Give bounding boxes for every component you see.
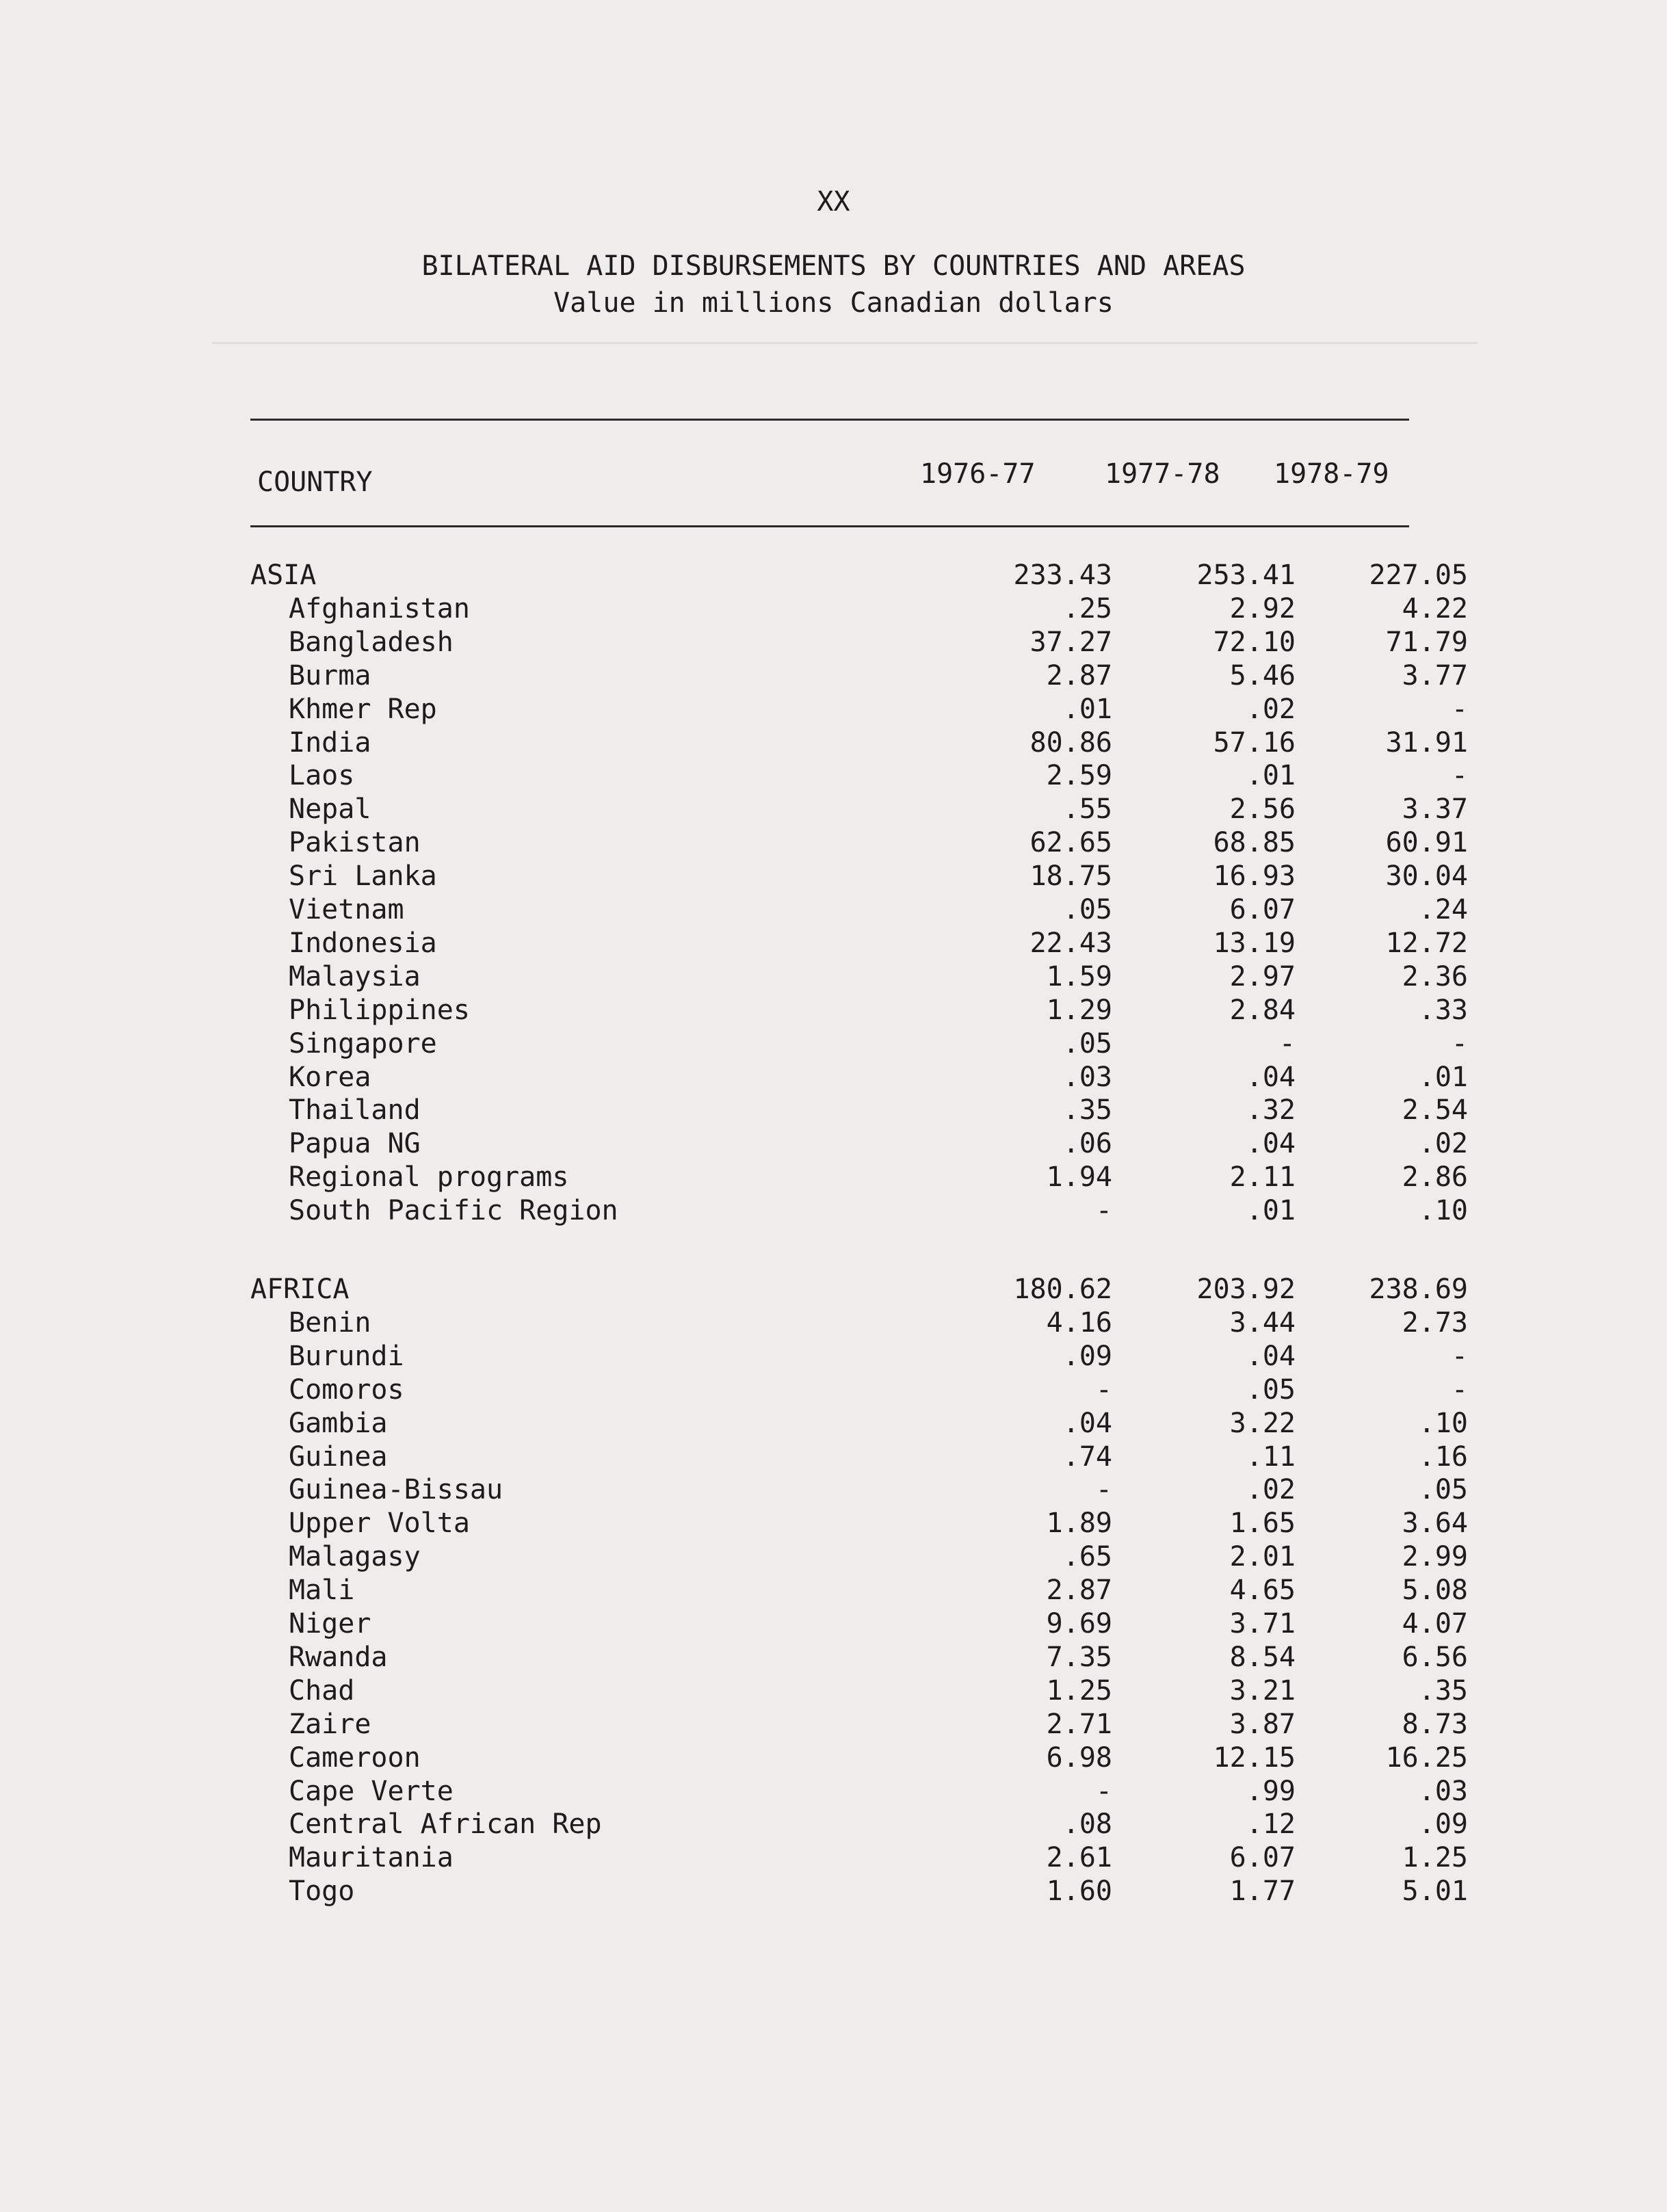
country-name: South Pacific Region bbox=[289, 1195, 618, 1226]
table-row bbox=[250, 1307, 1468, 1340]
value-cell: .06 bbox=[1062, 1128, 1112, 1159]
value-cell: .35 bbox=[1062, 1094, 1112, 1126]
table-row bbox=[250, 1541, 1468, 1574]
country-name: Zaire bbox=[289, 1709, 371, 1740]
value-cell: 30.04 bbox=[1385, 860, 1468, 892]
table-row bbox=[250, 1441, 1468, 1474]
column-header-1978-79: 1978-79 bbox=[1274, 458, 1389, 490]
value-cell: 1.29 bbox=[1046, 995, 1112, 1026]
value-cell: .03 bbox=[1418, 1776, 1468, 1807]
value-cell: 227.05 bbox=[1369, 559, 1468, 591]
page-number: XX bbox=[817, 186, 850, 218]
bleed-through-line bbox=[212, 342, 1478, 344]
value-cell: .32 bbox=[1246, 1094, 1296, 1126]
table-row bbox=[250, 1842, 1468, 1875]
country-name: Chad bbox=[289, 1675, 355, 1707]
page-subtitle: Value in millions Canadian dollars bbox=[553, 287, 1114, 319]
value-cell: .01 bbox=[1062, 694, 1112, 725]
page-title: BILATERAL AID DISBURSEMENTS BY COUNTRIES AND AREAS bbox=[421, 250, 1246, 282]
value-cell: 12.72 bbox=[1385, 927, 1468, 959]
value-cell: - bbox=[1451, 694, 1468, 725]
country-name: Afghanistan bbox=[289, 593, 470, 624]
table-row bbox=[250, 1028, 1468, 1061]
value-cell: 8.73 bbox=[1402, 1709, 1468, 1740]
country-name: Niger bbox=[289, 1608, 371, 1640]
table-row bbox=[250, 1808, 1468, 1841]
country-name: Indonesia bbox=[289, 927, 437, 959]
value-cell: 180.62 bbox=[1013, 1274, 1112, 1305]
value-cell: 71.79 bbox=[1385, 627, 1468, 658]
country-name: Malaysia bbox=[289, 961, 421, 992]
value-cell: .09 bbox=[1062, 1341, 1112, 1372]
value-cell: 3.21 bbox=[1229, 1675, 1296, 1707]
value-cell: .04 bbox=[1246, 1341, 1296, 1372]
country-name: Gambia bbox=[289, 1408, 388, 1439]
table-row bbox=[250, 1195, 1468, 1228]
table-row bbox=[250, 593, 1468, 626]
value-cell: 5.08 bbox=[1402, 1575, 1468, 1606]
value-cell: 3.44 bbox=[1229, 1307, 1296, 1339]
value-cell: 9.69 bbox=[1046, 1608, 1112, 1640]
country-name: Burundi bbox=[289, 1341, 404, 1372]
country-name: Singapore bbox=[289, 1028, 437, 1059]
table-row bbox=[250, 1374, 1468, 1407]
table-row bbox=[250, 627, 1468, 659]
column-header-1977-78: 1977-78 bbox=[1105, 458, 1220, 490]
country-name: Guinea bbox=[289, 1441, 388, 1473]
value-cell: - bbox=[1095, 1776, 1112, 1807]
table-row bbox=[250, 1776, 1468, 1808]
value-cell: 2.86 bbox=[1402, 1161, 1468, 1193]
value-cell: 2.36 bbox=[1402, 961, 1468, 992]
value-cell: 1.25 bbox=[1402, 1842, 1468, 1873]
value-cell: 2.92 bbox=[1229, 593, 1296, 624]
value-cell: 5.46 bbox=[1229, 660, 1296, 692]
value-cell: 2.61 bbox=[1046, 1842, 1112, 1873]
value-cell: .10 bbox=[1418, 1408, 1468, 1439]
value-cell: .10 bbox=[1418, 1195, 1468, 1226]
region-row bbox=[250, 1274, 1468, 1306]
country-name: Mali bbox=[289, 1575, 355, 1606]
value-cell: .05 bbox=[1418, 1474, 1468, 1505]
country-name: Thailand bbox=[289, 1094, 421, 1126]
value-cell: - bbox=[1095, 1474, 1112, 1505]
country-name: Regional programs bbox=[289, 1161, 569, 1193]
value-cell: 16.93 bbox=[1213, 860, 1296, 892]
value-cell: .24 bbox=[1418, 894, 1468, 925]
table-row bbox=[250, 1507, 1468, 1540]
country-name: Korea bbox=[289, 1062, 371, 1093]
table-row bbox=[250, 1128, 1468, 1161]
value-cell: 3.22 bbox=[1229, 1408, 1296, 1439]
value-cell: .05 bbox=[1062, 1028, 1112, 1059]
value-cell: .01 bbox=[1246, 760, 1296, 791]
value-cell: .35 bbox=[1418, 1675, 1468, 1707]
country-name: Cape Verte bbox=[289, 1776, 454, 1807]
value-cell: .65 bbox=[1062, 1541, 1112, 1572]
country-name: Benin bbox=[289, 1307, 371, 1339]
table-row bbox=[250, 1875, 1468, 1908]
value-cell: .04 bbox=[1246, 1128, 1296, 1159]
value-cell: 3.87 bbox=[1229, 1709, 1296, 1740]
column-header-1976-77: 1976-77 bbox=[920, 458, 1036, 490]
country-name: Papua NG bbox=[289, 1128, 421, 1159]
table-row bbox=[250, 793, 1468, 826]
value-cell: 22.43 bbox=[1029, 927, 1112, 959]
value-cell: 1.94 bbox=[1046, 1161, 1112, 1193]
value-cell: 2.99 bbox=[1402, 1541, 1468, 1572]
table-row bbox=[250, 1161, 1468, 1194]
table-row bbox=[250, 1675, 1468, 1708]
table-row bbox=[250, 1474, 1468, 1507]
country-name: Pakistan bbox=[289, 827, 421, 858]
table-row bbox=[250, 927, 1468, 960]
value-cell: 238.69 bbox=[1369, 1274, 1468, 1305]
value-cell: 2.59 bbox=[1046, 760, 1112, 791]
value-cell: .04 bbox=[1246, 1062, 1296, 1093]
table-row bbox=[250, 1062, 1468, 1094]
country-name: Togo bbox=[289, 1875, 355, 1907]
value-cell: - bbox=[1451, 1341, 1468, 1372]
value-cell: .02 bbox=[1418, 1128, 1468, 1159]
value-cell: 72.10 bbox=[1213, 627, 1296, 658]
region-row bbox=[250, 559, 1468, 592]
value-cell: .01 bbox=[1418, 1062, 1468, 1093]
value-cell: 2.56 bbox=[1229, 793, 1296, 825]
value-cell: 4.22 bbox=[1402, 593, 1468, 624]
country-name: Sri Lanka bbox=[289, 860, 437, 892]
table-header-rule bbox=[250, 525, 1409, 527]
value-cell: 2.01 bbox=[1229, 1541, 1296, 1572]
value-cell: .55 bbox=[1062, 793, 1112, 825]
country-name: Mauritania bbox=[289, 1842, 454, 1873]
region-name: AFRICA bbox=[250, 1274, 350, 1305]
value-cell: 31.91 bbox=[1385, 727, 1468, 759]
value-cell: 5.01 bbox=[1402, 1875, 1468, 1907]
value-cell: 203.92 bbox=[1196, 1274, 1296, 1305]
table-row bbox=[250, 1608, 1468, 1641]
value-cell: 68.85 bbox=[1213, 827, 1296, 858]
table-row bbox=[250, 1742, 1468, 1775]
value-cell: 57.16 bbox=[1213, 727, 1296, 759]
value-cell: 1.60 bbox=[1046, 1875, 1112, 1907]
value-cell: 16.25 bbox=[1385, 1742, 1468, 1774]
value-cell: - bbox=[1095, 1374, 1112, 1406]
value-cell: 2.71 bbox=[1046, 1709, 1112, 1740]
value-cell: 7.35 bbox=[1046, 1642, 1112, 1673]
region-name: ASIA bbox=[250, 559, 317, 591]
table-row bbox=[250, 1094, 1468, 1127]
value-cell: 3.64 bbox=[1402, 1507, 1468, 1539]
value-cell: 80.86 bbox=[1029, 727, 1112, 759]
table-row bbox=[250, 660, 1468, 693]
value-cell: 2.11 bbox=[1229, 1161, 1296, 1193]
value-cell: - bbox=[1451, 760, 1468, 791]
value-cell: 233.43 bbox=[1013, 559, 1112, 591]
country-name: Khmer Rep bbox=[289, 694, 437, 725]
value-cell: 1.59 bbox=[1046, 961, 1112, 992]
value-cell: .99 bbox=[1246, 1776, 1296, 1807]
country-name: Guinea-Bissau bbox=[289, 1474, 503, 1505]
table-row bbox=[250, 1642, 1468, 1674]
table-row bbox=[250, 894, 1468, 927]
value-cell: 8.54 bbox=[1229, 1642, 1296, 1673]
country-name: Central African Rep bbox=[289, 1808, 602, 1840]
value-cell: 3.37 bbox=[1402, 793, 1468, 825]
value-cell: 2.73 bbox=[1402, 1307, 1468, 1339]
value-cell: .16 bbox=[1418, 1441, 1468, 1473]
value-cell: .02 bbox=[1246, 694, 1296, 725]
table-row bbox=[250, 727, 1468, 760]
table-row bbox=[250, 1709, 1468, 1741]
country-name: Malagasy bbox=[289, 1541, 421, 1572]
country-name: Vietnam bbox=[289, 894, 404, 925]
value-cell: 253.41 bbox=[1196, 559, 1296, 591]
value-cell: .04 bbox=[1062, 1408, 1112, 1439]
value-cell: - bbox=[1451, 1374, 1468, 1406]
value-cell: 12.15 bbox=[1213, 1742, 1296, 1774]
value-cell: .11 bbox=[1246, 1441, 1296, 1473]
table-row bbox=[250, 1341, 1468, 1373]
country-name: Nepal bbox=[289, 793, 371, 825]
table-row bbox=[250, 860, 1468, 893]
value-cell: .05 bbox=[1246, 1374, 1296, 1406]
country-name: Rwanda bbox=[289, 1642, 388, 1673]
country-name: India bbox=[289, 727, 371, 759]
value-cell: 4.65 bbox=[1229, 1575, 1296, 1606]
table-row bbox=[250, 694, 1468, 726]
value-cell: - bbox=[1095, 1195, 1112, 1226]
value-cell: - bbox=[1278, 1028, 1296, 1059]
table-row bbox=[250, 995, 1468, 1027]
country-name: Burma bbox=[289, 660, 371, 692]
value-cell: 4.16 bbox=[1046, 1307, 1112, 1339]
value-cell: 6.98 bbox=[1046, 1742, 1112, 1774]
value-cell: 2.84 bbox=[1229, 995, 1296, 1026]
value-cell: 2.97 bbox=[1229, 961, 1296, 992]
value-cell: 62.65 bbox=[1029, 827, 1112, 858]
value-cell: .01 bbox=[1246, 1195, 1296, 1226]
value-cell: 37.27 bbox=[1029, 627, 1112, 658]
country-name: Bangladesh bbox=[289, 627, 454, 658]
column-header-country: COUNTRY bbox=[257, 466, 373, 498]
value-cell: 18.75 bbox=[1029, 860, 1112, 892]
table-row bbox=[250, 1575, 1468, 1607]
value-cell: 2.54 bbox=[1402, 1094, 1468, 1126]
country-name: Philippines bbox=[289, 995, 470, 1026]
value-cell: 2.87 bbox=[1046, 1575, 1112, 1606]
value-cell: 1.89 bbox=[1046, 1507, 1112, 1539]
table-top-rule bbox=[250, 419, 1409, 421]
value-cell: 3.71 bbox=[1229, 1608, 1296, 1640]
value-cell: .02 bbox=[1246, 1474, 1296, 1505]
value-cell: 6.07 bbox=[1229, 894, 1296, 925]
country-name: Comoros bbox=[289, 1374, 404, 1406]
value-cell: 60.91 bbox=[1385, 827, 1468, 858]
value-cell: .09 bbox=[1418, 1808, 1468, 1840]
value-cell: .08 bbox=[1062, 1808, 1112, 1840]
table-row bbox=[250, 1408, 1468, 1440]
value-cell: 6.56 bbox=[1402, 1642, 1468, 1673]
table-row bbox=[250, 760, 1468, 793]
value-cell: .03 bbox=[1062, 1062, 1112, 1093]
table-row bbox=[250, 827, 1468, 860]
value-cell: .12 bbox=[1246, 1808, 1296, 1840]
value-cell: 3.77 bbox=[1402, 660, 1468, 692]
country-name: Upper Volta bbox=[289, 1507, 470, 1539]
value-cell: 2.87 bbox=[1046, 660, 1112, 692]
country-name: Cameroon bbox=[289, 1742, 421, 1774]
table-row bbox=[250, 961, 1468, 994]
value-cell: .33 bbox=[1418, 995, 1468, 1026]
value-cell: 6.07 bbox=[1229, 1842, 1296, 1873]
value-cell: 1.65 bbox=[1229, 1507, 1296, 1539]
value-cell: .25 bbox=[1062, 593, 1112, 624]
value-cell: 1.25 bbox=[1046, 1675, 1112, 1707]
value-cell: 4.07 bbox=[1402, 1608, 1468, 1640]
value-cell: .05 bbox=[1062, 894, 1112, 925]
value-cell: - bbox=[1451, 1028, 1468, 1059]
country-name: Laos bbox=[289, 760, 355, 791]
value-cell: 1.77 bbox=[1229, 1875, 1296, 1907]
value-cell: 13.19 bbox=[1213, 927, 1296, 959]
value-cell: .74 bbox=[1062, 1441, 1112, 1473]
